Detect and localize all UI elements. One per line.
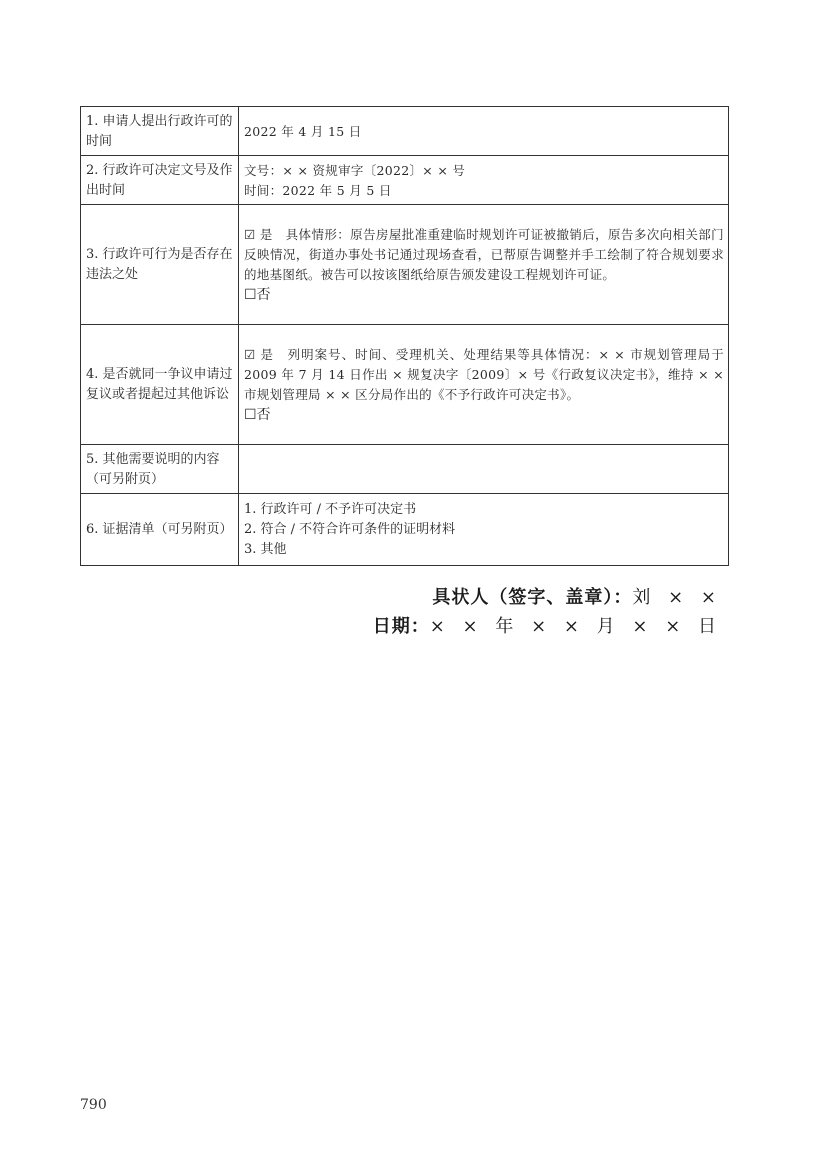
- row-label: 4. 是否就同一争议申请过复议或者提起过其他诉讼: [81, 325, 239, 445]
- evidence-item: 3. 其他: [244, 542, 287, 557]
- signer-label: 具状人（签字、盖章）：: [432, 587, 633, 608]
- row-label: 1. 申请人提出行政许可的时间: [81, 107, 239, 156]
- row-value: [239, 107, 729, 156]
- table-row: [81, 494, 729, 566]
- illegality-no-option: ☐否: [244, 287, 271, 303]
- table-row: [81, 445, 729, 494]
- signer-value: 刘 × ×: [632, 587, 722, 608]
- signer-line: [432, 583, 722, 609]
- row-label: 2. 行政许可决定文号及作出时间: [81, 156, 239, 205]
- evidence-item: 2. 符合 / 不符合许可条件的证明材料: [244, 522, 456, 537]
- row-value: [239, 445, 729, 494]
- date-label: 日期：: [372, 616, 430, 637]
- prior-review-no-option: ☐否: [244, 407, 271, 423]
- table-row: [81, 156, 729, 205]
- table-row: [81, 325, 729, 445]
- decision-date: 时间：2022 年 5 月 5 日: [244, 182, 392, 198]
- table-row: [81, 205, 729, 325]
- row-label: 3. 行政许可行为是否存在违法之处: [81, 205, 239, 325]
- row-label: 5. 其他需要说明的内容（可另附页）: [81, 445, 239, 494]
- row-value: [239, 156, 729, 205]
- application-date: 2022 年 4 月 15 日: [244, 123, 362, 139]
- row-value: [239, 205, 729, 325]
- prior-review-yes-option: ☑ 是 列明案号、时间、受理机关、处理结果等具体情况：× × 市规划管理局于 2009 年 7 月 14 日作出 × 规复决字〔2009〕× 号《行政复议决定书》，维持 × × 市规划管理局 × × 区分局作出的《不予行政许可决定书》。: [244, 347, 724, 402]
- row-value: [239, 494, 729, 566]
- decision-document-number: 文号：× × 资规审字〔2022〕× × 号: [244, 162, 466, 178]
- table-row: [81, 107, 729, 156]
- date-value: × × 年 × × 月 × × 日: [429, 616, 722, 637]
- page-number: 790: [80, 1097, 107, 1113]
- evidence-item: 1. 行政许可 / 不予许可决定书: [244, 502, 417, 517]
- row-label: 6. 证据清单（可另附页）: [81, 494, 239, 566]
- complaint-info-table: [80, 106, 729, 566]
- date-line: [373, 612, 722, 638]
- row-value: [239, 325, 729, 445]
- illegality-yes-option: ☑ 是 具体情形：原告房屋批准重建临时规划许可证被撤销后，原告多次向相关部门反映情况，街道办事处书记通过现场查看，已帮原告调整并手工绘制了符合规划要求的地基图纸。被告可以按该图纸给原告颁发建设工程规划许可证。: [244, 227, 724, 282]
